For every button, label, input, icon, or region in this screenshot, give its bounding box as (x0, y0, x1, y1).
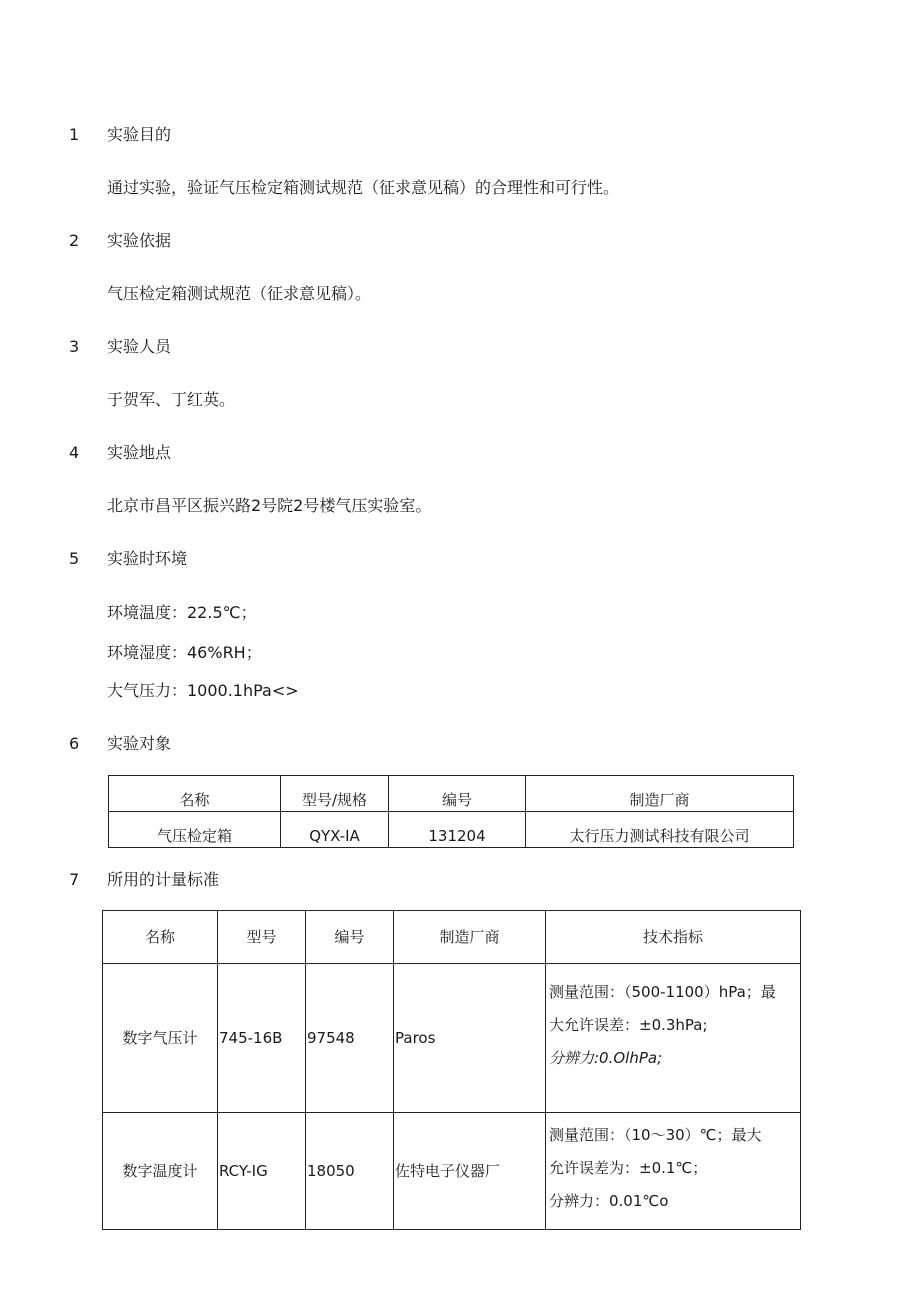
personnel-text: 于贺军、丁红英。 (107, 390, 236, 409)
section-title-location: 实验地点 (107, 443, 172, 462)
table-header-row (103, 911, 801, 964)
table-cell: 气压检定箱 (109, 812, 281, 848)
table-cell: 数字温度计 (103, 1113, 218, 1230)
table-cell: Paros (394, 964, 546, 1113)
table-cell: RCY-IG (218, 1113, 306, 1230)
table-row (109, 812, 794, 848)
section-title-environment: 实验时环境 (107, 549, 188, 568)
spec-cell (546, 1113, 801, 1230)
section-number: 3 (69, 337, 80, 356)
table-cell: 131204 (389, 812, 526, 848)
table-cell: 745-16B (218, 964, 306, 1113)
spec-line: 大允许误差：±0.3hPa; (549, 1016, 708, 1034)
section-number: 2 (69, 231, 80, 250)
basis-text: 气压检定箱测试规范（征求意见稿）。 (107, 284, 372, 303)
table-row (103, 964, 801, 1113)
table-cell: 数字气压计 (103, 964, 218, 1113)
section-number: 4 (69, 443, 80, 462)
header-cell: 编号 (306, 911, 394, 964)
header-cell: 名称 (109, 776, 281, 812)
section-title-object: 实验对象 (107, 734, 172, 753)
env-pressure: 大气压力：1000.1hPa<> (107, 681, 299, 700)
table-cell: 佐特电子仪器厂 (394, 1113, 546, 1230)
section-title-purpose: 实验目的 (107, 125, 172, 144)
section-number: 5 (69, 549, 80, 568)
header-cell: 技术指标 (546, 911, 801, 964)
table-cell: QYX-IA (281, 812, 389, 848)
section-title-basis: 实验依据 (107, 231, 172, 250)
spec-line: 分辨力：0.01℃o (549, 1192, 669, 1210)
purpose-text: 通过实验，验证气压检定箱测试规范（征求意见稿）的合理性和可行性。 (107, 178, 620, 197)
section-number: 6 (69, 734, 80, 753)
section-title-standards: 所用的计量标准 (107, 870, 220, 889)
header-cell: 制造厂商 (526, 776, 794, 812)
location-text: 北京市昌平区振兴路2号院2号楼气压实验室。 (107, 496, 432, 515)
table-cell: 18050 (306, 1113, 394, 1230)
spec-cell (546, 964, 801, 1113)
table-header-row (109, 776, 794, 812)
table-row (103, 1113, 801, 1230)
header-cell: 制造厂商 (394, 911, 546, 964)
object-table (108, 775, 794, 848)
spec-line: 测量范围：（500-1100）hPa；最 (549, 983, 776, 1001)
standards-table (102, 910, 801, 1230)
section-number: 1 (69, 125, 80, 144)
spec-line: 测量范围：（10～30）℃；最大 (549, 1126, 762, 1144)
header-cell: 型号/规格 (281, 776, 389, 812)
section-title-personnel: 实验人员 (107, 337, 172, 356)
header-cell: 编号 (389, 776, 526, 812)
env-humidity: 环境湿度：46%RH； (107, 643, 262, 662)
header-cell: 名称 (103, 911, 218, 964)
table-cell: 97548 (306, 964, 394, 1113)
spec-line: 分辨力:0.OlhPa; (549, 1049, 663, 1067)
table-cell: 太行压力测试科技有限公司 (526, 812, 794, 848)
env-temperature: 环境温度：22.5℃； (107, 603, 257, 622)
spec-line: 允许误差为：±0.1℃； (549, 1159, 708, 1177)
header-cell: 型号 (218, 911, 306, 964)
section-number: 7 (69, 870, 80, 889)
